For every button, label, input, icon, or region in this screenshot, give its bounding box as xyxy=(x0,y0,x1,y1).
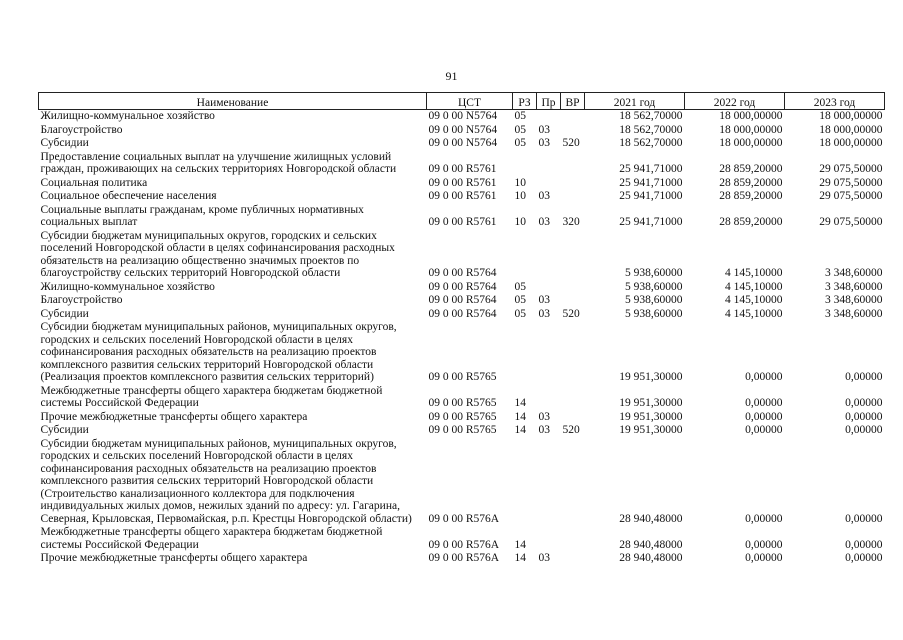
row-2022: 0,00000 xyxy=(745,397,783,409)
row-2022: 4 145,10000 xyxy=(725,307,783,320)
table-row xyxy=(39,294,885,308)
row-2021: 28 940,48000 xyxy=(619,538,683,551)
row-vr xyxy=(561,177,585,191)
row-rz: 10 xyxy=(514,216,526,228)
header-name: Наименование xyxy=(39,93,427,110)
row-name: Субсидии бюджетам муниципальных районов, муниципальных округов, городских и сельских поселений Новгородской области в целях софинансирования расходных обязательств на реализацию проектов комплексного развития сельских территорий Новгородской области (Строительство канализационного коллектора для подключения индивидуальных жилых домов, нежилых зданий по адресу: ул. Гагарина, Северная, Крыловская, Первомайская, р.п. Крестцы Новгородской области) xyxy=(40,437,412,525)
table-row xyxy=(39,124,885,138)
row-rz: 05 xyxy=(514,280,526,293)
row-pr: 03 xyxy=(538,123,550,136)
row-vr xyxy=(561,411,585,425)
row-rz xyxy=(513,438,537,527)
row-cst: 09 0 00 R5765 xyxy=(428,410,497,423)
row-cst: 09 0 00 R5764 xyxy=(428,267,497,279)
row-cst: 09 0 00 R576A xyxy=(428,512,500,525)
row-2023: 0,00000 xyxy=(845,552,883,564)
row-2023: 18 000,00000 xyxy=(819,110,883,122)
row-rz: 05 xyxy=(514,110,526,122)
row-name: Социальная политика xyxy=(40,176,148,189)
row-2022: 4 145,10000 xyxy=(725,294,783,306)
row-pr: 03 xyxy=(538,216,550,228)
row-name: Жилищно-коммунальное хозяйство xyxy=(40,110,215,122)
header-2023: 2023 год xyxy=(785,93,885,110)
row-2023: 0,00000 xyxy=(845,397,883,409)
row-2021: 5 938,60000 xyxy=(625,294,683,306)
header-cst: ЦСТ xyxy=(427,93,513,110)
row-name: Субсидии xyxy=(40,137,89,149)
table-row xyxy=(39,526,885,552)
table-header-row xyxy=(39,93,885,110)
row-vr: 520 xyxy=(562,424,580,436)
table-row xyxy=(39,552,885,566)
row-2021: 28 940,48000 xyxy=(619,552,683,564)
row-pr xyxy=(537,321,561,385)
row-vr xyxy=(561,110,585,124)
row-2022: 0,00000 xyxy=(745,410,783,423)
row-2023: 29 075,50000 xyxy=(819,176,883,189)
row-pr: 03 xyxy=(538,190,550,202)
row-name: Субсидии xyxy=(40,307,89,320)
table-row xyxy=(39,438,885,527)
row-2023: 29 075,50000 xyxy=(819,163,883,175)
row-pr: 03 xyxy=(538,307,550,320)
row-2023: 0,00000 xyxy=(845,538,883,551)
row-2021: 18 562,70000 xyxy=(619,137,683,149)
row-vr xyxy=(561,281,585,295)
table-row xyxy=(39,190,885,204)
row-2022: 18 000,00000 xyxy=(719,123,783,136)
row-name: Субсидии бюджетам муниципальных районов, муниципальных округов, городских и сельских поселений Новгородской области в целях софинансирования расходных обязательств на реализацию проектов комплексного развития сельских территорий Новгородской области (Реализация проектов комплексного развития сельских территорий) xyxy=(40,321,397,383)
row-2021: 19 951,30000 xyxy=(619,410,683,423)
table-row xyxy=(39,281,885,295)
row-name: Социальные выплаты гражданам, кроме публичных нормативных социальных выплат xyxy=(40,203,364,228)
table-row xyxy=(39,230,885,281)
row-2021: 25 941,71000 xyxy=(619,163,683,175)
row-rz: 05 xyxy=(514,123,526,136)
row-2022: 4 145,10000 xyxy=(725,280,783,293)
row-cst: 09 0 00 R5764 xyxy=(428,280,497,293)
row-rz: 14 xyxy=(514,538,526,551)
row-name: Жилищно-коммунальное хозяйство xyxy=(40,280,215,293)
row-pr xyxy=(537,438,561,527)
row-2021: 5 938,60000 xyxy=(625,307,683,320)
row-2023: 3 348,60000 xyxy=(825,307,883,320)
row-cst: 09 0 00 R5765 xyxy=(428,424,497,436)
row-pr: 03 xyxy=(538,294,550,306)
row-2022: 0,00000 xyxy=(745,424,783,436)
table-row xyxy=(39,177,885,191)
row-rz xyxy=(513,321,537,385)
row-rz: 10 xyxy=(514,176,526,189)
row-2021: 5 938,60000 xyxy=(625,267,683,279)
row-2023: 29 075,50000 xyxy=(819,190,883,202)
row-name: Субсидии бюджетам муниципальных округов, городских и сельских поселений Новгородской области в целях софинансирования расходных обязательств на реализацию общественно значимых проектов по благоустройству сельских территорий Новгородской области xyxy=(40,229,395,279)
row-2022: 0,00000 xyxy=(745,552,783,564)
row-cst: 09 0 00 R5761 xyxy=(428,163,497,175)
row-vr: 320 xyxy=(562,216,580,228)
row-vr xyxy=(561,190,585,204)
row-2022: 28 859,20000 xyxy=(719,176,783,189)
row-2021: 25 941,71000 xyxy=(619,176,683,189)
table-row xyxy=(39,308,885,322)
row-vr xyxy=(561,438,585,527)
row-name: Социальное обеспечение населения xyxy=(40,190,217,202)
row-pr xyxy=(537,151,561,177)
row-2023: 0,00000 xyxy=(845,512,883,525)
row-vr xyxy=(561,151,585,177)
row-cst: 09 0 00 R5764 xyxy=(428,294,497,306)
row-name: Благоустройство xyxy=(40,294,123,306)
row-name: Межбюджетные трансферты общего характера бюджетам бюджетной системы Российской Федерации xyxy=(40,384,383,409)
table-row xyxy=(39,137,885,151)
row-2022: 0,00000 xyxy=(745,538,783,551)
row-pr xyxy=(537,526,561,552)
row-2022: 0,00000 xyxy=(745,371,783,383)
row-cst: 09 0 00 R576A xyxy=(428,538,500,551)
row-vr xyxy=(561,385,585,411)
row-2022: 28 859,20000 xyxy=(719,163,783,175)
header-2022: 2022 год xyxy=(685,93,785,110)
row-2023: 29 075,50000 xyxy=(819,216,883,228)
row-vr xyxy=(561,552,585,566)
row-2021: 5 938,60000 xyxy=(625,280,683,293)
page-number: 91 xyxy=(445,69,458,83)
table-row xyxy=(39,151,885,177)
row-2021: 25 941,71000 xyxy=(619,216,683,228)
row-rz xyxy=(513,151,537,177)
row-2023: 18 000,00000 xyxy=(819,137,883,149)
row-2021: 18 562,70000 xyxy=(619,110,683,122)
row-2022: 28 859,20000 xyxy=(719,216,783,228)
row-2023: 3 348,60000 xyxy=(825,267,883,279)
row-name: Субсидии xyxy=(40,424,89,436)
row-cst: 09 0 00 R576A xyxy=(428,552,500,564)
row-pr: 03 xyxy=(538,137,550,149)
row-cst: 09 0 00 R5764 xyxy=(428,307,497,320)
row-rz: 05 xyxy=(514,307,526,320)
row-pr: 03 xyxy=(538,410,550,423)
row-rz: 05 xyxy=(514,294,526,306)
table-row xyxy=(39,321,885,385)
row-name: Благоустройство xyxy=(40,123,123,136)
row-name: Прочие межбюджетные трансферты общего характера xyxy=(40,410,308,423)
row-cst: 09 0 00 N5764 xyxy=(428,110,498,122)
row-pr xyxy=(537,110,561,124)
row-rz: 14 xyxy=(514,424,526,436)
row-rz: 10 xyxy=(514,190,526,202)
row-2021: 25 941,71000 xyxy=(619,190,683,202)
table-row xyxy=(39,385,885,411)
header-2021: 2021 год xyxy=(585,93,685,110)
row-rz: 05 xyxy=(514,137,526,149)
row-name: Межбюджетные трансферты общего характера бюджетам бюджетной системы Российской Федерации xyxy=(40,526,383,551)
row-vr xyxy=(561,294,585,308)
row-2023: 0,00000 xyxy=(845,424,883,436)
row-vr xyxy=(561,230,585,281)
row-2022: 28 859,20000 xyxy=(719,190,783,202)
budget-table xyxy=(38,92,885,566)
row-pr: 03 xyxy=(538,424,550,436)
row-cst: 09 0 00 R5765 xyxy=(428,397,497,409)
row-2021: 19 951,30000 xyxy=(619,424,683,436)
row-pr xyxy=(537,177,561,191)
row-2022: 18 000,00000 xyxy=(719,137,783,149)
table-row xyxy=(39,424,885,438)
row-cst: 09 0 00 R5761 xyxy=(428,176,497,189)
row-vr: 520 xyxy=(562,137,580,149)
row-vr xyxy=(561,321,585,385)
row-pr xyxy=(537,230,561,281)
row-rz xyxy=(513,230,537,281)
row-2021: 19 951,30000 xyxy=(619,371,683,383)
row-rz: 14 xyxy=(514,397,526,409)
row-name: Предоставление социальных выплат на улучшение жилищных условий граждан, проживающих на сельских территориях Новгородской области xyxy=(40,150,397,175)
table-row xyxy=(39,411,885,425)
row-cst: 09 0 00 R5765 xyxy=(428,371,497,383)
row-cst: 09 0 00 N5764 xyxy=(428,137,498,149)
row-2023: 0,00000 xyxy=(845,371,883,383)
row-2023: 18 000,00000 xyxy=(819,123,883,136)
header-pr: Пр xyxy=(537,93,561,110)
row-cst: 09 0 00 R5761 xyxy=(428,216,497,228)
header-rz: РЗ xyxy=(513,93,537,110)
row-cst: 09 0 00 R5761 xyxy=(428,190,497,202)
row-rz: 14 xyxy=(514,552,526,564)
row-2021: 18 562,70000 xyxy=(619,123,683,136)
row-2021: 28 940,48000 xyxy=(619,512,683,525)
row-pr: 03 xyxy=(538,552,550,564)
row-2022: 0,00000 xyxy=(745,512,783,525)
row-vr: 520 xyxy=(562,307,580,320)
row-name: Прочие межбюджетные трансферты общего характера xyxy=(40,552,308,564)
row-2022: 18 000,00000 xyxy=(719,110,783,122)
row-pr xyxy=(537,385,561,411)
table-row xyxy=(39,204,885,230)
row-rz: 14 xyxy=(514,410,526,423)
row-vr xyxy=(561,526,585,552)
row-2023: 0,00000 xyxy=(845,410,883,423)
row-cst: 09 0 00 N5764 xyxy=(428,123,498,136)
row-2023: 3 348,60000 xyxy=(825,294,883,306)
table-row xyxy=(39,110,885,124)
row-2022: 4 145,10000 xyxy=(725,267,783,279)
header-vr: ВР xyxy=(561,93,585,110)
row-2023: 3 348,60000 xyxy=(825,280,883,293)
row-2021: 19 951,30000 xyxy=(619,397,683,409)
row-pr xyxy=(537,281,561,295)
row-vr xyxy=(561,124,585,138)
